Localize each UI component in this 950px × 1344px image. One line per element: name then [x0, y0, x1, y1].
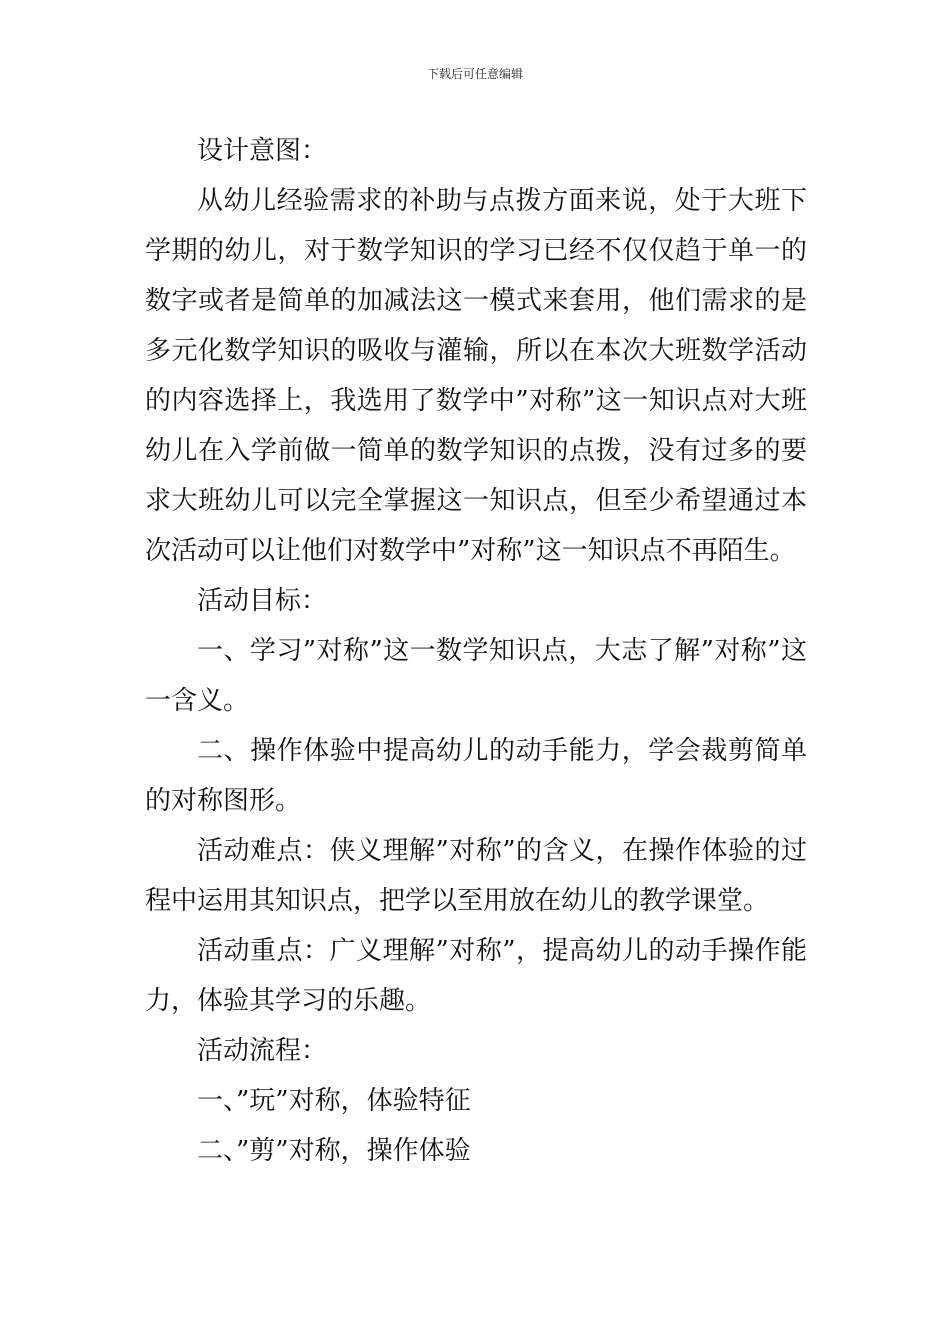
key-point-paragraph: 活动重点：广义理解”对称”，提高幼儿的动手操作能力，体验其学习的乐趣。 — [145, 936, 807, 1016]
design-heading: 设计意图： — [197, 136, 328, 166]
goal-item-1: 一、学习”对称”这一数学知识点，大志了解”对称”这一含义。 — [145, 636, 807, 716]
goals-heading: 活动目标： — [197, 586, 328, 616]
process-item-1: 一、”玩”对称，体验特征 — [197, 1086, 471, 1116]
page-header: 下载后可任意编辑 — [426, 67, 523, 81]
goal-item-2: 二、操作体验中提高幼儿的动手能力，学会裁剪简单的对称图形。 — [145, 736, 807, 816]
process-item-2: 二、”剪”对称，操作体验 — [197, 1136, 471, 1166]
document-body — [145, 126, 807, 1176]
design-paragraph: 从幼儿经验需求的补助与点拨方面来说，处于大班下学期的幼儿，对于数学知识的学习已经不仅仅趋于单一的数字或者是简单的加减法这一模式来套用，他们需求的是多元化数学知识的吸收与灌输，所以在本次大班数学活动的内容选择上，我选用了数学中”对称”这一知识点对大班幼儿在入学前做一简单的数学知识的点拨，没有过多的要求大班幼儿可以完全掌握这一知识点，但至少希望通过本次活动可以让他们对数学中”对称”这一知识点不再陌生。 — [145, 186, 807, 566]
difficulty-paragraph: 活动难点：侠义理解”对称”的含义，在操作体验的过程中运用其知识点，把学以至用放在幼儿的教学课堂。 — [145, 836, 807, 916]
process-heading: 活动流程： — [197, 1036, 328, 1066]
